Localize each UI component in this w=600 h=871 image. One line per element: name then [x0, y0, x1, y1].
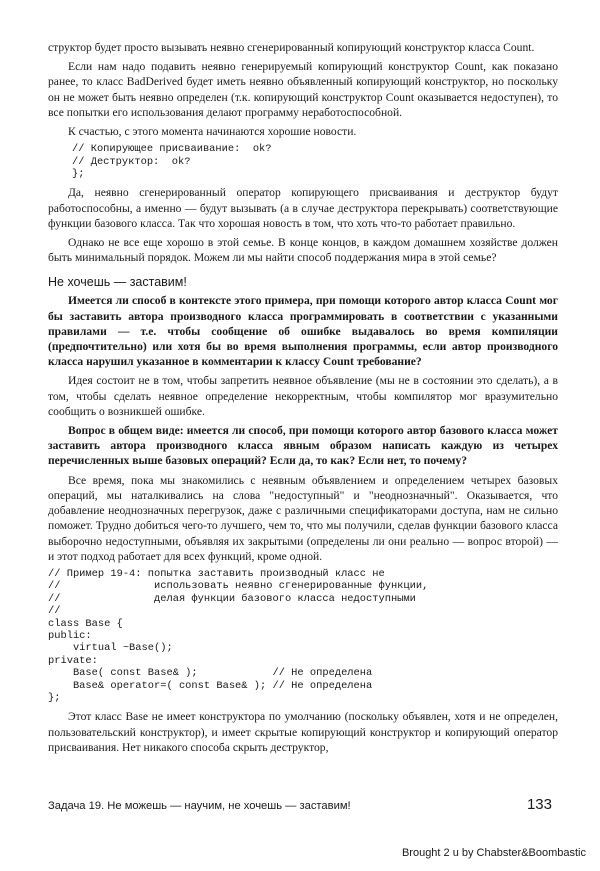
code-snippet-comments: // Копирующее присваивание: ok? // Деструктор: ok? };	[72, 143, 272, 181]
section-heading: Не хочешь — заставим!	[48, 275, 187, 290]
question-general: Вопрос в общем виде: имеется ли способ, при помощи которого автор базового класса может заставить автора производного класса явным образом написать каждую из четырех перечисленных выше базовых операций? Если да, то как? Если нет, то почему?	[48, 424, 558, 468]
paragraph-family-order: Однако не все еще хорошо в этой семье. В конце концов, в каждом домашнем хозяйстве должен быть минимальный порядок. Можем ли мы найти способ поддержания мира в этой семье?	[48, 236, 558, 265]
answer-idea: Идея состоит не в том, чтобы запретить неявное объявление (мы не в состоянии это сделать), а в том, чтобы сделать неявное определение некорректным, чтобы компилятор мог вразумительно сообщить о возникшей ошибке.	[48, 374, 558, 418]
paragraph-good-news: К счастью, с этого момента начинаются хорошие новости.	[68, 125, 357, 139]
code-example-19-4: // Пример 19-4: попытка заставить производный класс не // использовать неявно сгенерированные функции, // делая функции базового класса недоступными // class Base { public: virtual ~Base(); private: Base( const Base& ); // Не определена Base& operator=( const Base& ); // Не определена };	[48, 567, 429, 704]
credit-line: Brought 2 u by Chabster&Boombastic	[401, 847, 586, 859]
paragraph-bad-derived: Если нам надо подавить неявно генерируемый копирующий конструктор Count, как показано ранее, то класс BadDerived будет иметь неявно объявленный копирующий конструктор, но поскольку он не может быть неявно определен (т.к. копирующий конструктор Count оказывается недоступен), то все попытки его использования делают программу неработоспособной.	[48, 60, 558, 119]
question-count-enforcement: Имеется ли способ в контексте этого примера, при помощи которого автор класса Count мог бы заставить автора производного класса программировать в соответствии с указанными правилами — т.е. чтобы сообщение об ошибке выдавалось во время компиляции (предпочтительно) или хотя бы во время выполнения программы, если автор производного класса нарушил указанное в комментарии к классу Count требование?	[48, 294, 558, 369]
answer-general: Все время, пока мы знакомились с неявным объявлением и определением четырех базовых операций, мы наталкивались на слова "недоступный" и "неоднозначный". Оказывается, что добавление неоднозначных перегрузок, даже с различными спецификаторами доступа, нам не сильно поможет. Трудно добиться чего-то лучшего, чем то, что мы получили, сделав функции базового класса выборочно недоступными, объявляя их закрытыми (определены ли они реально — вопрос второй) — и этот подход работает для всех функций, кроме одной.	[48, 473, 558, 563]
footer-chapter-title: Задача 19. Не можешь — научим, не хочешь — заставим!	[48, 800, 351, 812]
paragraph-base-class: Этот класс Base не имеет конструктора по умолчанию (поскольку объявлен, хотя и не определен, пользовательский конструктор), и имеет скрытые копирующий конструктор и копирующий оператор присваивания. Нет никакого способа скрыть деструктор,	[48, 710, 558, 754]
page-body	[48, 40, 558, 759]
page-number: 133	[526, 796, 552, 813]
paragraph-implicit-ok: Да, неявно сгенерированный оператор копирующего присваивания и деструктор будут работоспособны, а именно — будут вызывать (а в случае деструктора перекрывать) соответствующие функции базового класса. Так что хорошая новость в том, что хоть что-то работает правильно.	[48, 186, 558, 230]
paragraph-continuation: структор будет просто вызывать неявно сгенерированный копирующий конструктор класса Count.	[48, 41, 535, 54]
